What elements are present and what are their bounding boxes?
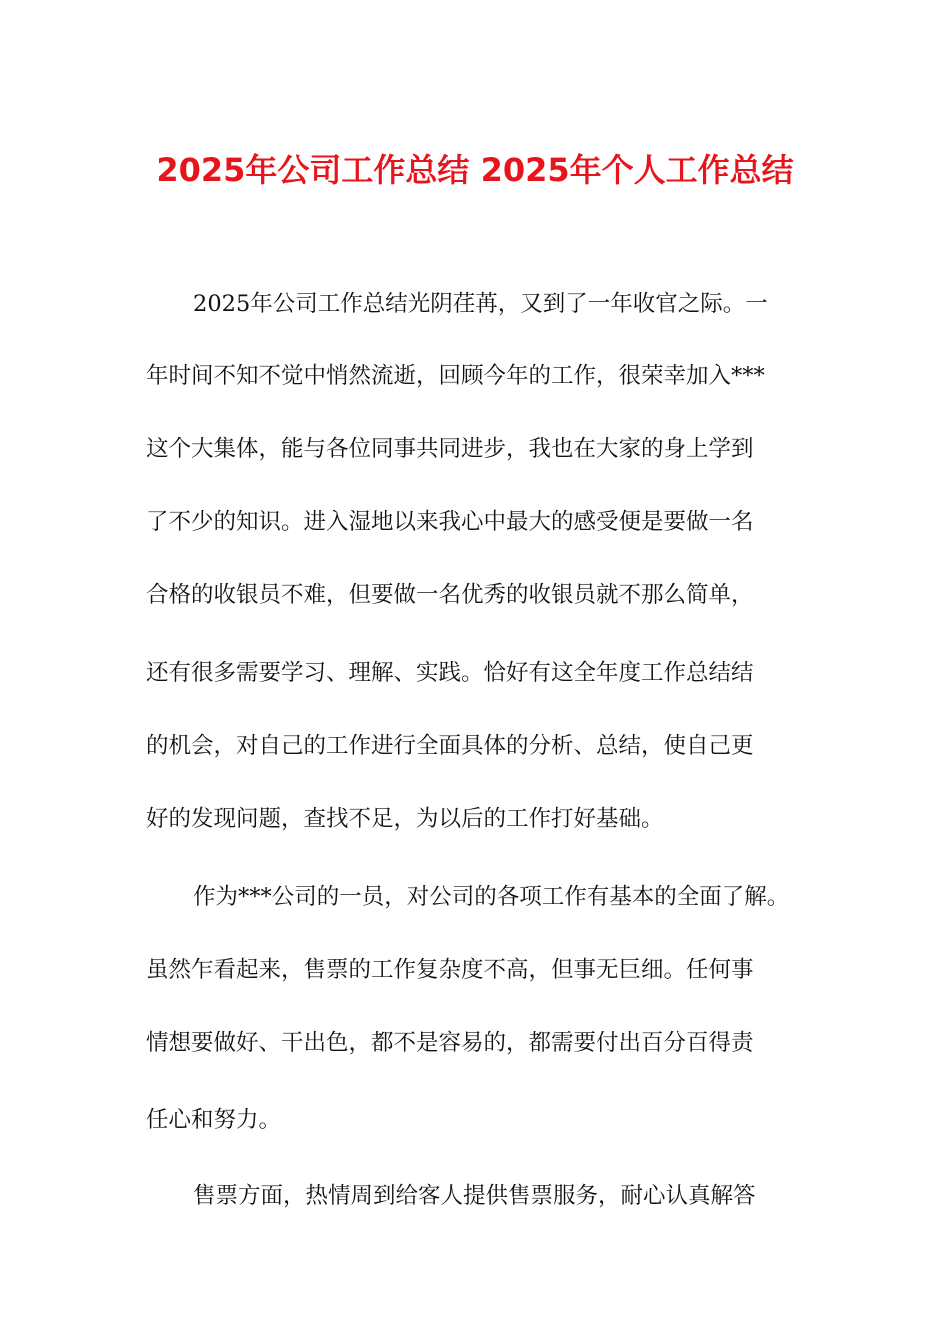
paragraph-1-line-7: 的机会，对自己的工作进行全面具体的分析、总结，使自己更 — [146, 733, 754, 759]
paragraph-2-line-2: 虽然乍看起来，售票的工作复杂度不高，但事无巨细。任何事 — [146, 957, 754, 983]
paragraph-1-line-5: 合格的收银员不难，但要做一名优秀的收银员就不那么简单， — [146, 582, 754, 608]
paragraph-1-line-2: 年时间不知不觉中悄然流逝，回顾今年的工作，很荣幸加入*** — [146, 363, 765, 389]
paragraph-1-line-3: 这个大集体，能与各位同事共同进步，我也在大家的身上学到 — [146, 436, 754, 462]
paragraph-3-line-1: 售票方面，热情周到给客人提供售票服务，耐心认真解答 — [193, 1183, 756, 1209]
paragraph-1-line-1: 2025年公司工作总结光阴荏苒，又到了一年收官之际。一 — [193, 291, 768, 317]
paragraph-2-line-1: 作为***公司的一员，对公司的各项工作有基本的全面了解。 — [193, 884, 790, 910]
paragraph-1-line-6: 还有很多需要学习、理解、实践。恰好有这全年度工作总结结 — [146, 660, 754, 686]
document-title: 2025年公司工作总结 2025年个人工作总结 — [156, 151, 794, 189]
paragraph-1-line-8: 好的发现问题，查找不足，为以后的工作打好基础。 — [146, 806, 664, 832]
paragraph-2-line-3: 情想要做好、干出色，都不是容易的，都需要付出百分百得责 — [146, 1030, 754, 1056]
paragraph-1-line-4: 了不少的知识。进入湿地以来我心中最大的感受便是要做一名 — [146, 509, 754, 535]
paragraph-2-line-4: 任心和努力。 — [146, 1107, 282, 1133]
